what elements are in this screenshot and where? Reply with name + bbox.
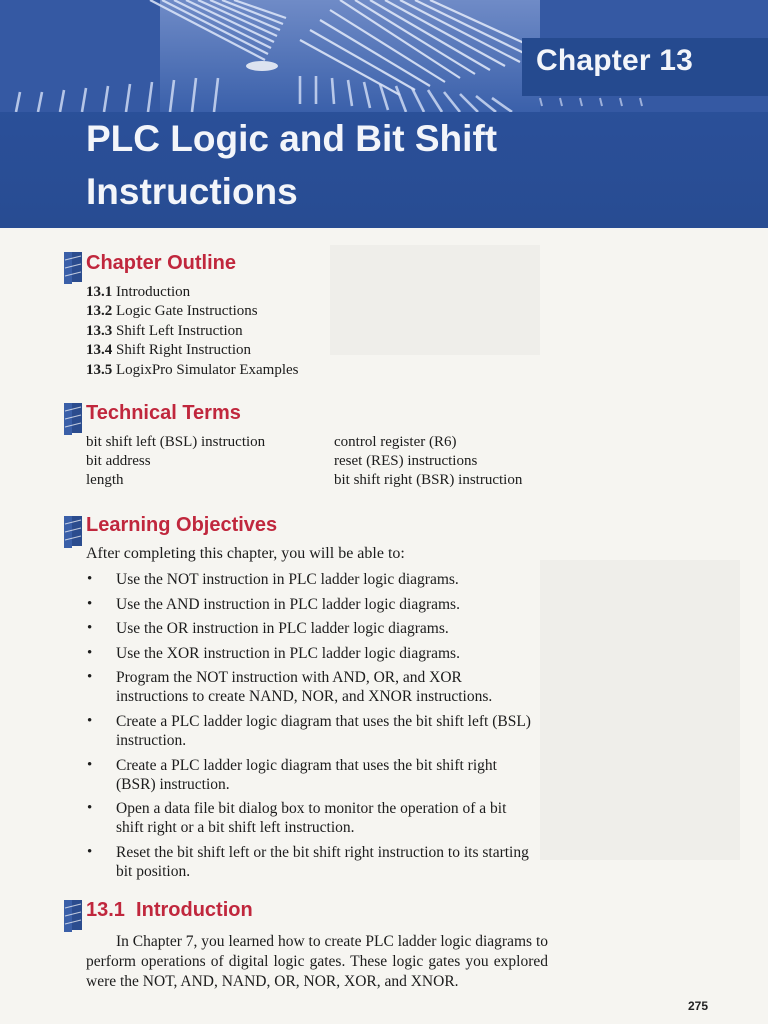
chapter-outline-heading: Chapter Outline [86, 252, 237, 274]
chapter-title-line-1: PLC Logic and Bit Shift [86, 118, 498, 159]
objective-item: • Program the NOT instruction with AND, OR, and XOR instructions to create NAND, NOR, and XNOR instructions. [86, 668, 536, 706]
outline-item [86, 283, 298, 302]
outline-item [86, 302, 298, 321]
section-marker-icon [62, 898, 84, 936]
section-marker-icon [62, 514, 84, 552]
section-marker-icon [62, 250, 84, 288]
technical-term: bit shift left (BSL) instruction [86, 434, 266, 450]
chapter-banner [0, 0, 768, 228]
outline-item-number: 13.2 [86, 303, 113, 320]
outline-item-text: Logic Gate Instructions [116, 303, 258, 320]
technical-term: length [86, 472, 124, 489]
technical-terms-heading: Technical Terms [86, 402, 241, 424]
chapter-title-line-2: Instructions [86, 171, 298, 212]
outline-item-number: 13.4 [86, 342, 113, 359]
objective-item: • Use the NOT instruction in PLC ladder logic diagrams. [86, 570, 536, 589]
objective-item: • Use the AND instruction in PLC ladder logic diagrams. [86, 595, 536, 614]
chapter-outline-list [86, 283, 298, 380]
technical-term: bit shift right (BSR) instruction [334, 472, 523, 489]
technical-term: control register (R6) [334, 434, 457, 450]
outline-item [86, 341, 298, 360]
objective-item: • Create a PLC ladder logic diagram that uses the bit shift left (BSL) instruction. [86, 712, 536, 750]
section-marker-icon [62, 401, 84, 439]
objective-item: • Use the XOR instruction in PLC ladder logic diagrams. [86, 644, 536, 663]
outline-item-number: 13.5 [86, 361, 113, 378]
technical-term: bit address [86, 453, 151, 470]
technical-terms-right-column [334, 433, 522, 491]
page-number: 275 [688, 999, 709, 1013]
objective-item: • Create a PLC ladder logic diagram that uses the bit shift right (BSR) instruction. [86, 756, 536, 794]
outline-item-text: Shift Left Instruction [116, 322, 243, 339]
learning-objectives-list [86, 570, 536, 886]
outline-item-number: 13.3 [86, 322, 113, 339]
chapter-title [86, 112, 646, 218]
objective-item: • Use the OR instruction in PLC ladder logic diagrams. [86, 619, 536, 638]
learning-objectives-intro: After completing this chapter, you will be able to: [86, 545, 405, 562]
technical-term: reset (RES) instructions [334, 453, 478, 470]
outline-item-text: Introduction [116, 284, 191, 300]
outline-item-number: 13.1 [86, 284, 113, 300]
objective-item: • Reset the bit shift left or the bit shift right instruction to its starting bit position. [86, 843, 536, 881]
show-through-area [330, 245, 540, 355]
introduction-paragraph: In Chapter 7, you learned how to create PLC ladder logic diagrams to perform operations of digital logic gates. These logic gates you explored were the NOT, AND, NAND, OR, NOR, XOR, and XNOR. [86, 933, 548, 990]
technical-terms-left-column [86, 433, 265, 491]
show-through-area [540, 560, 740, 860]
outline-item-text: LogixPro Simulator Examples [116, 361, 299, 378]
outline-item [86, 361, 298, 380]
outline-item [86, 322, 298, 341]
outline-item-text: Shift Right Instruction [116, 342, 251, 359]
chapter-label: Chapter 13 [536, 44, 694, 77]
learning-objectives-heading: Learning Objectives [86, 514, 278, 536]
introduction-heading: 13.1 Introduction [86, 899, 253, 921]
objective-item: • Open a data file bit dialog box to monitor the operation of a bit shift right or a bit shift left instruction. [86, 799, 536, 837]
